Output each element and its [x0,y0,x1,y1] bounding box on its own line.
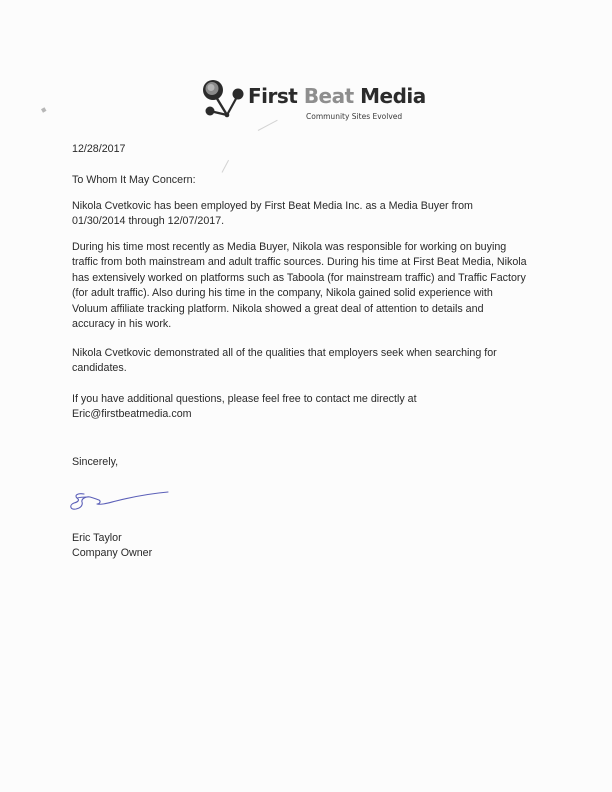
closing: Sincerely, [72,456,119,468]
paragraph-line: Voluum affiliate tracking platform. Nikola showed a great deal of attention to details and [72,302,484,315]
paragraph-line: accuracy in his work. [72,318,172,330]
network-nodes-icon [200,78,250,123]
salutation: To Whom It May Concern: [72,174,196,186]
paragraph-line: If you have additional questions, please feel free to contact me directly at [72,393,417,405]
scan-mark [41,107,46,112]
paragraph-line: has extensively worked on platforms such as Taboola (for mainstream traffic) and Traffic Factory [72,271,526,284]
brand-name [248,84,426,108]
paragraph-line: traffic from both mainstream and adult traffic sources. During his time at First Beat Media, Nikola [72,256,527,269]
brand-first: First [248,84,304,108]
scan-mark [222,160,229,173]
letterhead [200,78,426,123]
brand-tagline: Community Sites Evolved [306,112,403,121]
brand-beat: Beat [303,84,354,108]
paragraph-line: During his time most recently as Media Buyer, Nikola was responsible for working on buying [72,241,507,253]
paragraph-line: Nikola Cvetkovic has been employed by First Beat Media Inc. as a Media Buyer from [72,200,473,212]
letter-date: 12/28/2017 [72,143,126,155]
paragraph-line: (for adult traffic). Also during his time in the company, Nikola gained solid experience with [72,287,493,300]
brand-media: Media [353,84,426,108]
signer-title: Company Owner [72,547,153,560]
handwritten-signature [68,485,173,515]
signer-name: Eric Taylor [72,532,122,544]
paragraph-line: candidates. [72,362,127,375]
contact-email: Eric@firstbeatmedia.com [72,408,192,421]
paragraph-line: Nikola Cvetkovic demonstrated all of the qualities that employers seek when searching for [72,347,497,359]
paragraph-line: 01/30/2014 through 12/07/2017. [72,215,225,228]
